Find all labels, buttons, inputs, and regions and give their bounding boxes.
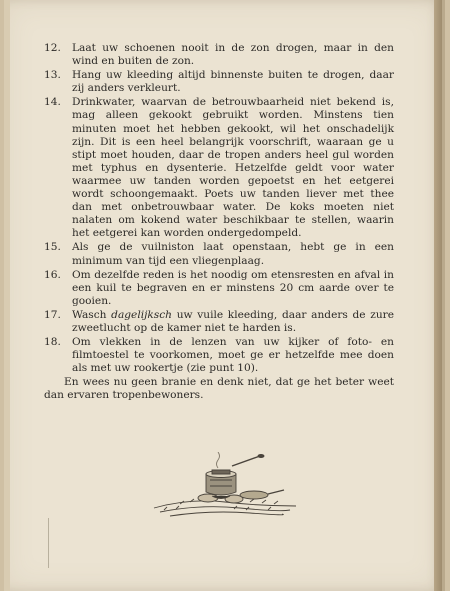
list-item-15 xyxy=(44,241,394,267)
page-right-edge xyxy=(434,0,442,591)
emphasis-text: dagelijksch xyxy=(111,308,172,321)
item-text: Om dezelfde reden is het noodig om etensresten en afval in een kuil te begraven en er minstens 20 cm aarde over te gooien. xyxy=(72,268,394,307)
page-spine-edge xyxy=(4,0,10,591)
list-item-13 xyxy=(44,69,394,95)
list-item-18 xyxy=(44,336,394,375)
item-text: Wasch dagelijksch uw vuile kleeding, daar anders de zure zweetlucht op de kamer niet te harden is. xyxy=(72,308,395,334)
item-number: 12. xyxy=(44,42,61,54)
item-number: 17. xyxy=(44,308,61,321)
cooking-pot-vignette-illustration xyxy=(150,452,300,522)
page-crease-mark xyxy=(48,518,49,568)
list-item-17 xyxy=(44,309,394,335)
item-number: 18. xyxy=(44,336,61,349)
list-item-12 xyxy=(44,42,394,68)
page-text xyxy=(44,42,394,413)
item-number: 16. xyxy=(44,268,61,281)
item-text: Drinkwater, waarvan de betrouwbaarheid niet bekend is, mag alleen gekookt gebruikt worden. Minstens tien minuten moet het hebben gekookt, wil het onschadelijk zijn. Dit is een heel belangrijk voorschrift, waaraan ge u stipt moet houden, daar de tropen anders heel gul worden met typhus en dysenterie. Hetzelfde geldt voor water waarmee uw tanden worden gepoetst en het eetgerei wordt schoongemaakt. Poets uw tanden liever met thee dan met onbetrouwbaar water. De koks moeten niet nalaten om kokend water beschikbaar te stellen, waarin het eetgerei kan worden ondergedompeld. xyxy=(72,96,394,240)
list-item-16 xyxy=(44,269,394,308)
closing-paragraph: En wees nu geen branie en denk niet, dat ge het beter weet dan ervaren tropenbewoners. xyxy=(44,376,394,402)
item-number: 14. xyxy=(44,96,61,109)
item-text: Om vlekken in de lenzen van uw kijker of foto- en filmtoestel te voorkomen, moet ge er hetzelfde mee doen als met uw rookertje (zie punt 10). xyxy=(72,336,394,375)
item-number: 15. xyxy=(44,241,61,254)
item-text: Laat uw schoenen nooit in de zon drogen, maar in den wind en buiten de zon. xyxy=(72,42,394,68)
list-item-14 xyxy=(44,96,394,240)
item-text: Als ge de vuilniston laat openstaan, hebt ge in een minimum van tijd een vliegenplaag. xyxy=(72,241,394,267)
item-text: Hang uw kleeding altijd binnenste buiten te drogen, daar zij anders verkleurt. xyxy=(72,69,394,95)
book-page xyxy=(4,0,445,591)
item-number: 13. xyxy=(44,69,61,82)
